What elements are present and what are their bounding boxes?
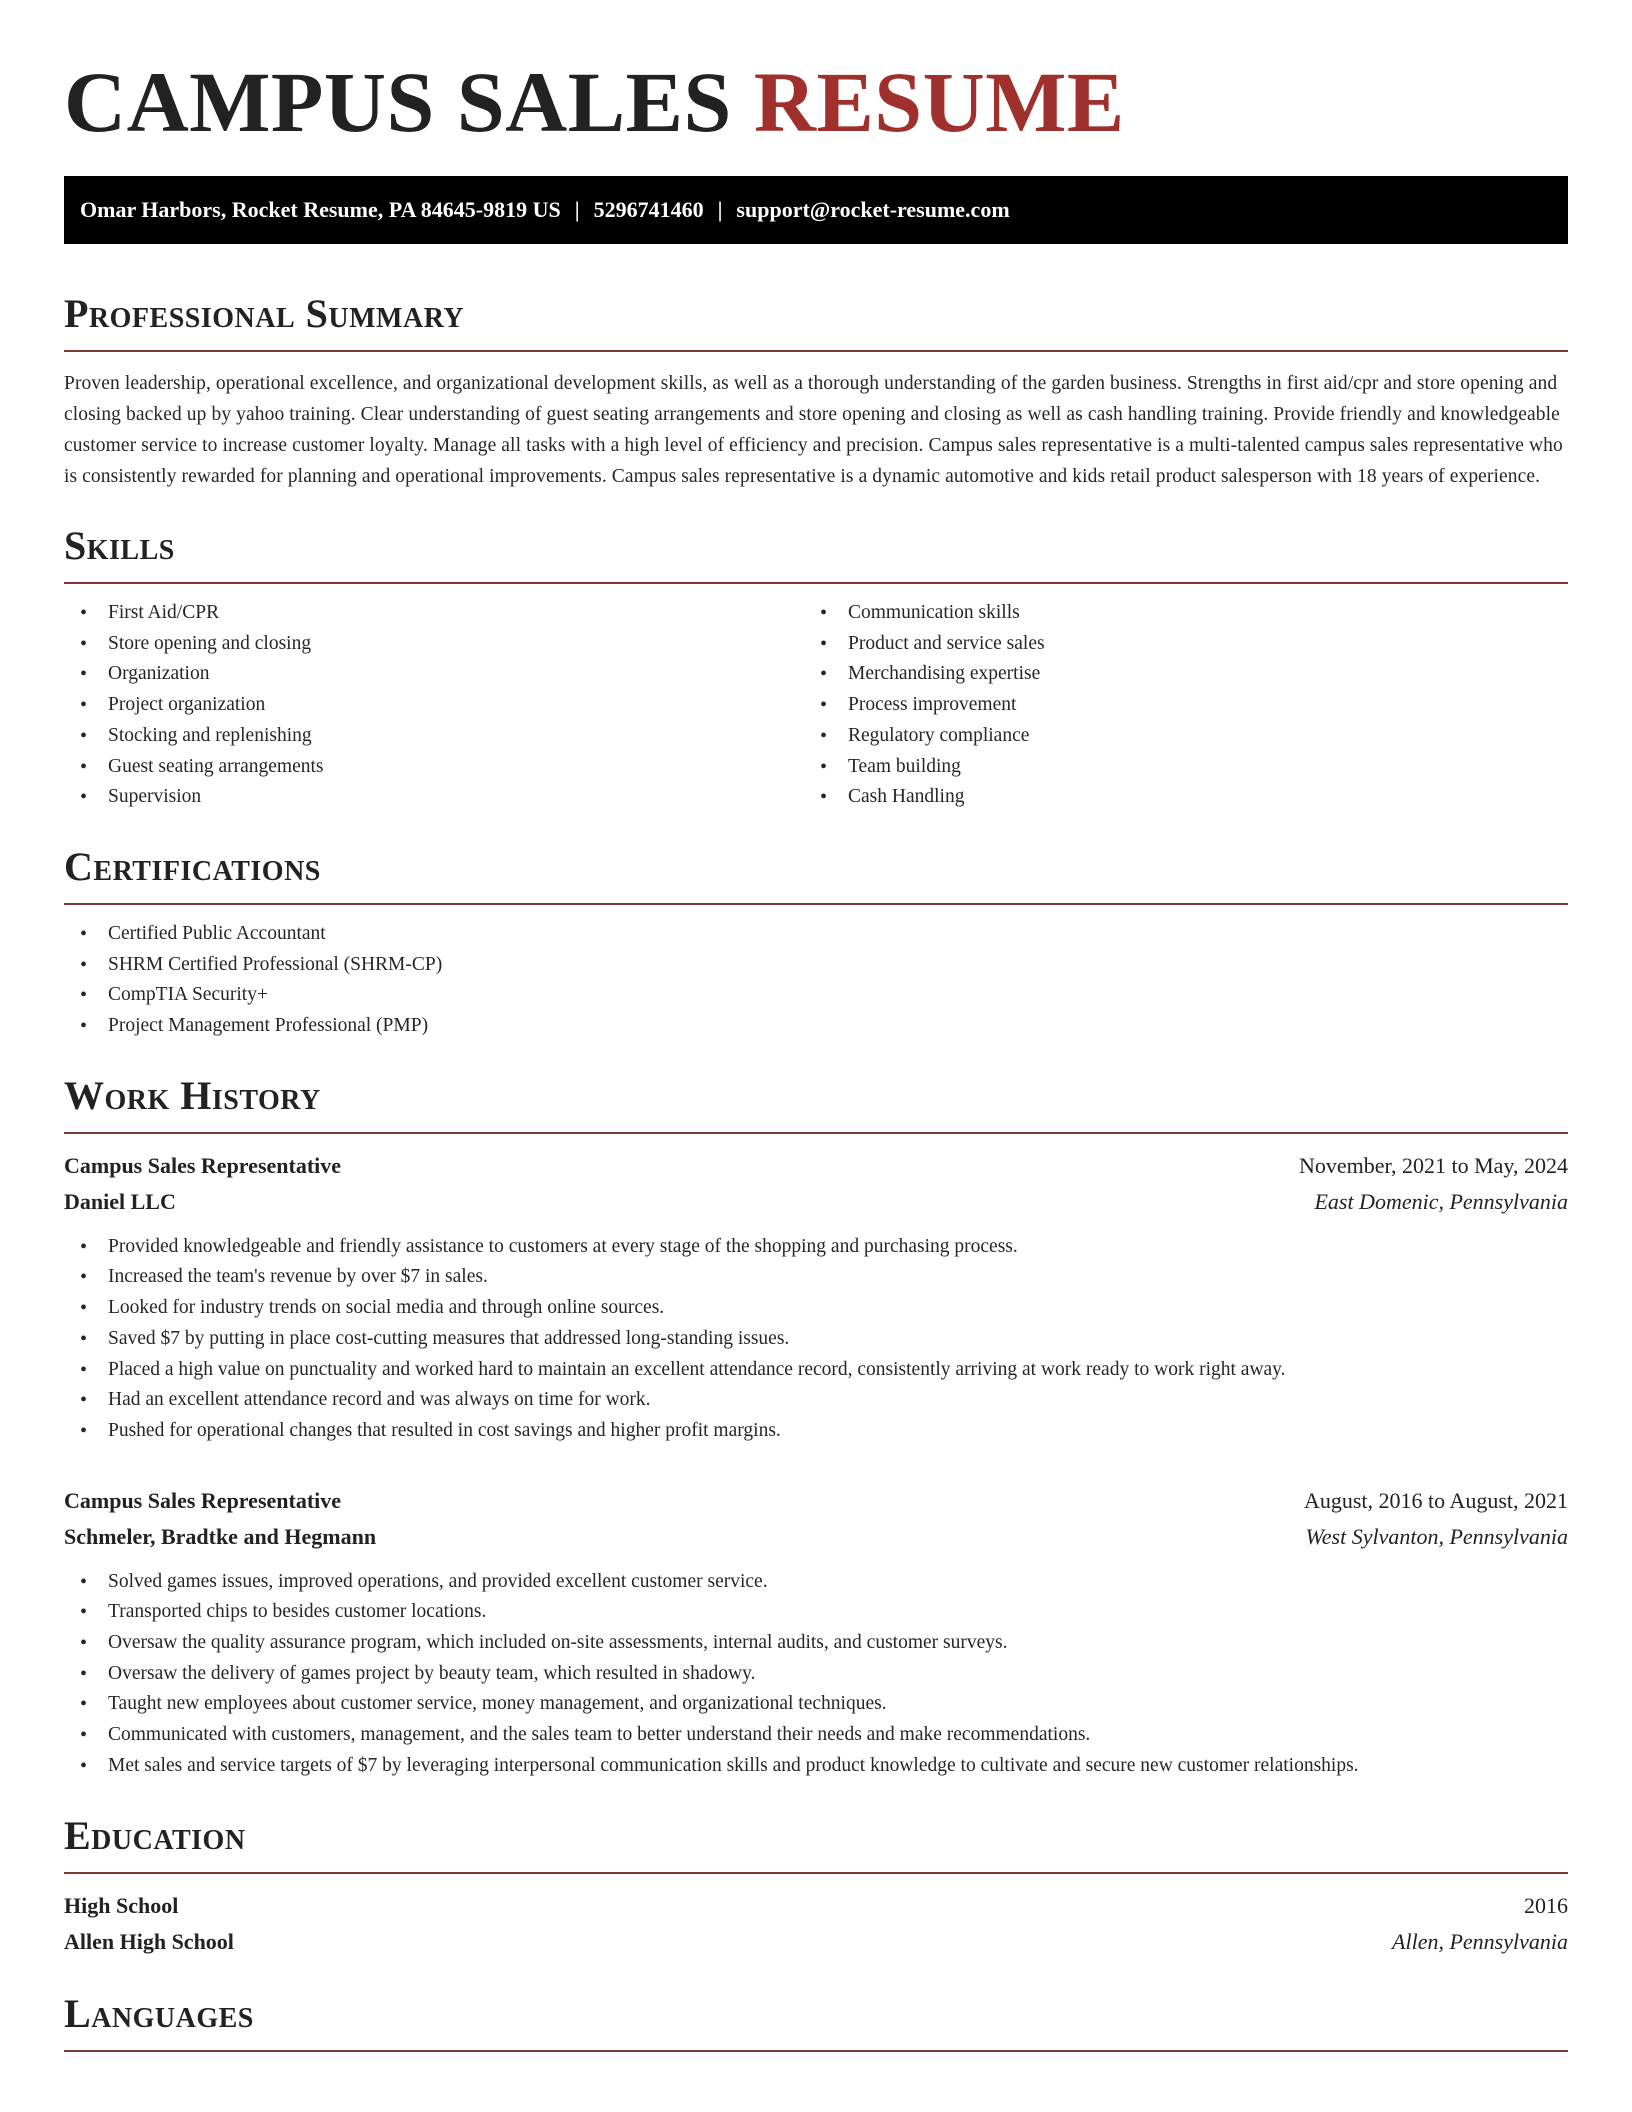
education-school: Allen High School: [64, 1928, 234, 1954]
section-title-education: Education: [64, 1812, 246, 1858]
job-bullet: • Placed a high value on punctuality and worked hard to maintain an excellent attendance record, consistently arriving at work ready to work right away.: [64, 1355, 1568, 1386]
contact-phone[interactable]: 5296741460: [593, 197, 704, 222]
summary-text: Proven leadership, operational excellence, and organizational development skills, as well as a thorough understanding of the garden business. Strengths in first aid/cpr and store opening and closing backed up by yahoo training. Clear understanding of guest seating arrangements and store opening and closing as well as cash handling training. Provide friendly and knowledgeable customer service to increase customer loyalty. Manage all tasks with a high level of efficiency and precision. Campus sales representative is a multi-talented campus sales representative who is consistently rewarded for planning and operational improvements. Campus sales representative is a dynamic automotive and kids retail product salesperson with 18 years of experience.: [64, 373, 1563, 487]
section-title-summary: Professional Summary: [64, 291, 465, 336]
summary-section: [64, 290, 1568, 492]
contact-address: Omar Harbors, Rocket Resume, PA 84645-9819 US: [80, 197, 561, 222]
job-bullet: • Taught new employees about customer service, money management, and organizational techniques.: [64, 1689, 1568, 1720]
job-bullet: • Pushed for operational changes that resulted in cost savings and higher profit margins.: [64, 1416, 1568, 1447]
skill-item: • Merchandising expertise: [804, 659, 1544, 690]
job-company-row: [64, 1519, 1568, 1555]
contact-bar: [64, 176, 1568, 244]
skill-item: • Project organization: [64, 690, 804, 721]
job-entry: [64, 1148, 1568, 1447]
education-degree: High School: [64, 1892, 179, 1918]
job-location: West Sylvanton, Pennsylvania: [1305, 1523, 1568, 1549]
skills-columns: [64, 584, 1568, 813]
certifications-section: [64, 843, 1568, 1042]
job-company: Schmeler, Bradtke and Hegmann: [64, 1523, 377, 1549]
skills-section: [64, 522, 1568, 813]
job-company: Daniel LLC: [64, 1188, 176, 1214]
skills-list-left: [64, 598, 804, 813]
job-bullet: • Oversaw the delivery of games project by beauty team, which resulted in shadowy.: [64, 1659, 1568, 1690]
job-header-row: [64, 1483, 1568, 1519]
section-title-certifications: Certifications: [64, 843, 321, 889]
job-bullet: • Transported chips to besides customer locations.: [64, 1597, 1568, 1628]
job-entry: [64, 1483, 1568, 1782]
job-header-row: [64, 1148, 1568, 1184]
section-divider: [64, 2050, 1568, 2052]
job-bullets: [64, 1567, 1568, 1782]
section-title-languages: Languages: [64, 1990, 254, 2036]
languages-section: [64, 1990, 1568, 2052]
contact-separator: |: [717, 197, 723, 222]
education-school-row: [64, 1924, 1568, 1960]
skill-item: • Cash Handling: [804, 782, 1544, 813]
skills-list-right: [804, 598, 1544, 813]
skill-item: • Stocking and replenishing: [64, 721, 804, 752]
section-divider: [64, 903, 1568, 905]
job-bullet: • Increased the team's revenue by over $7 in sales.: [64, 1262, 1568, 1293]
job-title: Campus Sales Representative: [64, 1152, 342, 1178]
job-dates: August, 2016 to August, 2021: [1303, 1487, 1568, 1513]
section-divider: [64, 350, 1568, 352]
resume-title: [64, 0, 1568, 152]
job-bullet: • Provided knowledgeable and friendly assistance to customers at every stage of the shopping and purchasing process.: [64, 1232, 1568, 1263]
work-history-section: [64, 1072, 1568, 1782]
skill-item: • Process improvement: [804, 690, 1544, 721]
skill-item: • Organization: [64, 659, 804, 690]
contact-email[interactable]: support@rocket-resume.com: [736, 197, 1010, 222]
contact-separator: |: [574, 197, 580, 222]
skill-item: • Guest seating arrangements: [64, 752, 804, 783]
skill-item: • Store opening and closing: [64, 629, 804, 660]
certification-item: • Project Management Professional (PMP): [64, 1011, 1568, 1042]
skill-item: • Communication skills: [804, 598, 1544, 629]
job-bullet: • Solved games issues, improved operations, and provided excellent customer service.: [64, 1567, 1568, 1598]
job-title: Campus Sales Representative: [64, 1487, 342, 1513]
title-accent: RESUME: [753, 54, 1125, 150]
job-bullet: • Met sales and service targets of $7 by leveraging interpersonal communication skills and product knowledge to cultivate and secure new customer relationships.: [64, 1751, 1568, 1782]
job-bullet: • Communicated with customers, management, and the sales team to better understand their needs and make recommendations.: [64, 1720, 1568, 1751]
certification-item: • CompTIA Security+: [64, 980, 1568, 1011]
job-bullet: • Oversaw the quality assurance program, which included on-site assessments, internal audits, and customer surveys.: [64, 1628, 1568, 1659]
skill-item: • First Aid/CPR: [64, 598, 804, 629]
skill-item: • Regulatory compliance: [804, 721, 1544, 752]
job-bullets: [64, 1232, 1568, 1447]
education-year: 2016: [1524, 1892, 1568, 1918]
job-bullet: • Looked for industry trends on social media and through online sources.: [64, 1293, 1568, 1324]
education-section: [64, 1812, 1568, 1960]
section-title-work-history: Work History: [64, 1072, 321, 1118]
section-divider: [64, 1872, 1568, 1874]
certification-item: • Certified Public Accountant: [64, 919, 1568, 950]
certifications-list: [64, 919, 1568, 1042]
certification-item: • SHRM Certified Professional (SHRM-CP): [64, 950, 1568, 981]
skill-item: • Supervision: [64, 782, 804, 813]
education-header-row: [64, 1888, 1568, 1924]
job-company-row: [64, 1184, 1568, 1220]
job-dates: November, 2021 to May, 2024: [1299, 1152, 1568, 1178]
section-divider: [64, 1132, 1568, 1134]
job-bullet: • Saved $7 by putting in place cost-cutting measures that addressed long-standing issues.: [64, 1324, 1568, 1355]
skill-item: • Product and service sales: [804, 629, 1544, 660]
education-location: Allen, Pennsylvania: [1392, 1928, 1568, 1954]
job-bullet: • Had an excellent attendance record and was always on time for work.: [64, 1385, 1568, 1416]
skill-item: • Team building: [804, 752, 1544, 783]
job-location: East Domenic, Pennsylvania: [1314, 1188, 1568, 1214]
section-title-skills: Skills: [64, 523, 175, 568]
title-main: CAMPUS SALES: [64, 54, 732, 150]
education-entry: [64, 1888, 1568, 1960]
